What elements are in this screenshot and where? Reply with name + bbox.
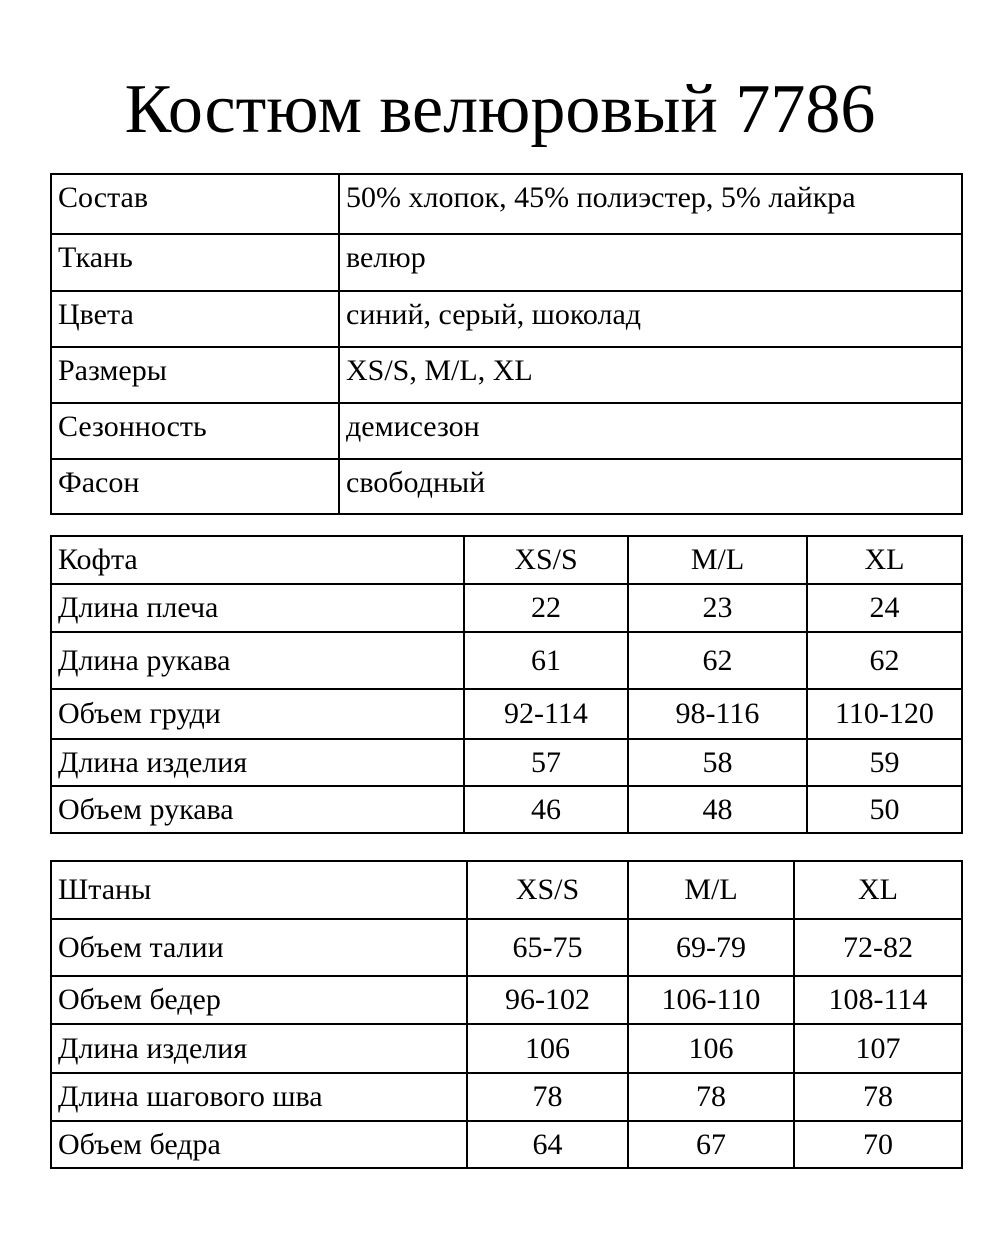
- cell: 50: [807, 786, 962, 833]
- cell: 107: [794, 1024, 962, 1073]
- cell: 65-75: [467, 919, 628, 976]
- property-row: [51, 174, 962, 234]
- property-row: [51, 459, 962, 514]
- cell: 110-120: [807, 689, 962, 739]
- property-row: [51, 234, 962, 291]
- cell: 22: [464, 584, 628, 632]
- cell: 67: [628, 1121, 794, 1168]
- row-label: Объем талии: [51, 919, 467, 976]
- property-row: [51, 403, 962, 459]
- header-cell: XL: [794, 861, 962, 919]
- property-value: велюр: [339, 234, 962, 291]
- row-label: Длина изделия: [51, 1024, 467, 1073]
- property-label: Фасон: [51, 459, 339, 514]
- table-row: [51, 976, 962, 1024]
- row-label: Объем рукава: [51, 786, 464, 833]
- cell: 106-110: [628, 976, 794, 1024]
- cell: 106: [628, 1024, 794, 1073]
- header-cell: XS/S: [464, 536, 628, 584]
- property-row: [51, 291, 962, 347]
- jacket-size-table: [50, 535, 963, 834]
- cell: 58: [628, 739, 807, 786]
- property-value: XS/S, M/L, XL: [339, 347, 962, 403]
- page-title: Костюм велюровый 7786: [124, 71, 876, 148]
- table-row: [51, 739, 962, 786]
- cell: 98-116: [628, 689, 807, 739]
- table-row: [51, 689, 962, 739]
- property-row: [51, 347, 962, 403]
- cell: 61: [464, 632, 628, 689]
- cell: 78: [467, 1073, 628, 1121]
- cell: 23: [628, 584, 807, 632]
- property-value: синий, серый, шоколад: [339, 291, 962, 347]
- property-value: 50% хлопок, 45% полиэстер, 5% лайкра: [339, 174, 962, 234]
- cell: 108-114: [794, 976, 962, 1024]
- property-label: Размеры: [51, 347, 339, 403]
- header-cell: M/L: [628, 861, 794, 919]
- table-row: [51, 786, 962, 833]
- property-value: демисезон: [339, 403, 962, 459]
- property-label: Сезонность: [51, 403, 339, 459]
- row-label: Длина шагового шва: [51, 1073, 467, 1121]
- cell: 57: [464, 739, 628, 786]
- row-label: Длина рукава: [51, 632, 464, 689]
- cell: 24: [807, 584, 962, 632]
- cell: 92-114: [464, 689, 628, 739]
- row-label: Объем бедра: [51, 1121, 467, 1168]
- property-label: Состав: [51, 174, 339, 234]
- cell: 62: [628, 632, 807, 689]
- pants-size-table: [50, 860, 963, 1169]
- property-label: Цвета: [51, 291, 339, 347]
- row-label: Длина изделия: [51, 739, 464, 786]
- cell: 62: [807, 632, 962, 689]
- cell: 106: [467, 1024, 628, 1073]
- row-label: Объем бедер: [51, 976, 467, 1024]
- cell: 70: [794, 1121, 962, 1168]
- row-label: Длина плеча: [51, 584, 464, 632]
- cell: 96-102: [467, 976, 628, 1024]
- table-row: [51, 1024, 962, 1073]
- table-row: [51, 632, 962, 689]
- table-row: [51, 1073, 962, 1121]
- row-label: Объем груди: [51, 689, 464, 739]
- cell: 78: [628, 1073, 794, 1121]
- cell: 59: [807, 739, 962, 786]
- property-value: свободный: [339, 459, 962, 514]
- cell: 48: [628, 786, 807, 833]
- properties-table: [50, 173, 963, 515]
- header-cell: Кофта: [51, 536, 464, 584]
- cell: 78: [794, 1073, 962, 1121]
- cell: 46: [464, 786, 628, 833]
- table-header-row: [51, 536, 962, 584]
- cell: 69-79: [628, 919, 794, 976]
- header-cell: XL: [807, 536, 962, 584]
- table-header-row: [51, 861, 962, 919]
- property-label: Ткань: [51, 234, 339, 291]
- cell: 72-82: [794, 919, 962, 976]
- cell: 64: [467, 1121, 628, 1168]
- header-cell: XS/S: [467, 861, 628, 919]
- table-row: [51, 584, 962, 632]
- header-cell: Штаны: [51, 861, 467, 919]
- header-cell: M/L: [628, 536, 807, 584]
- table-row: [51, 1121, 962, 1168]
- table-row: [51, 919, 962, 976]
